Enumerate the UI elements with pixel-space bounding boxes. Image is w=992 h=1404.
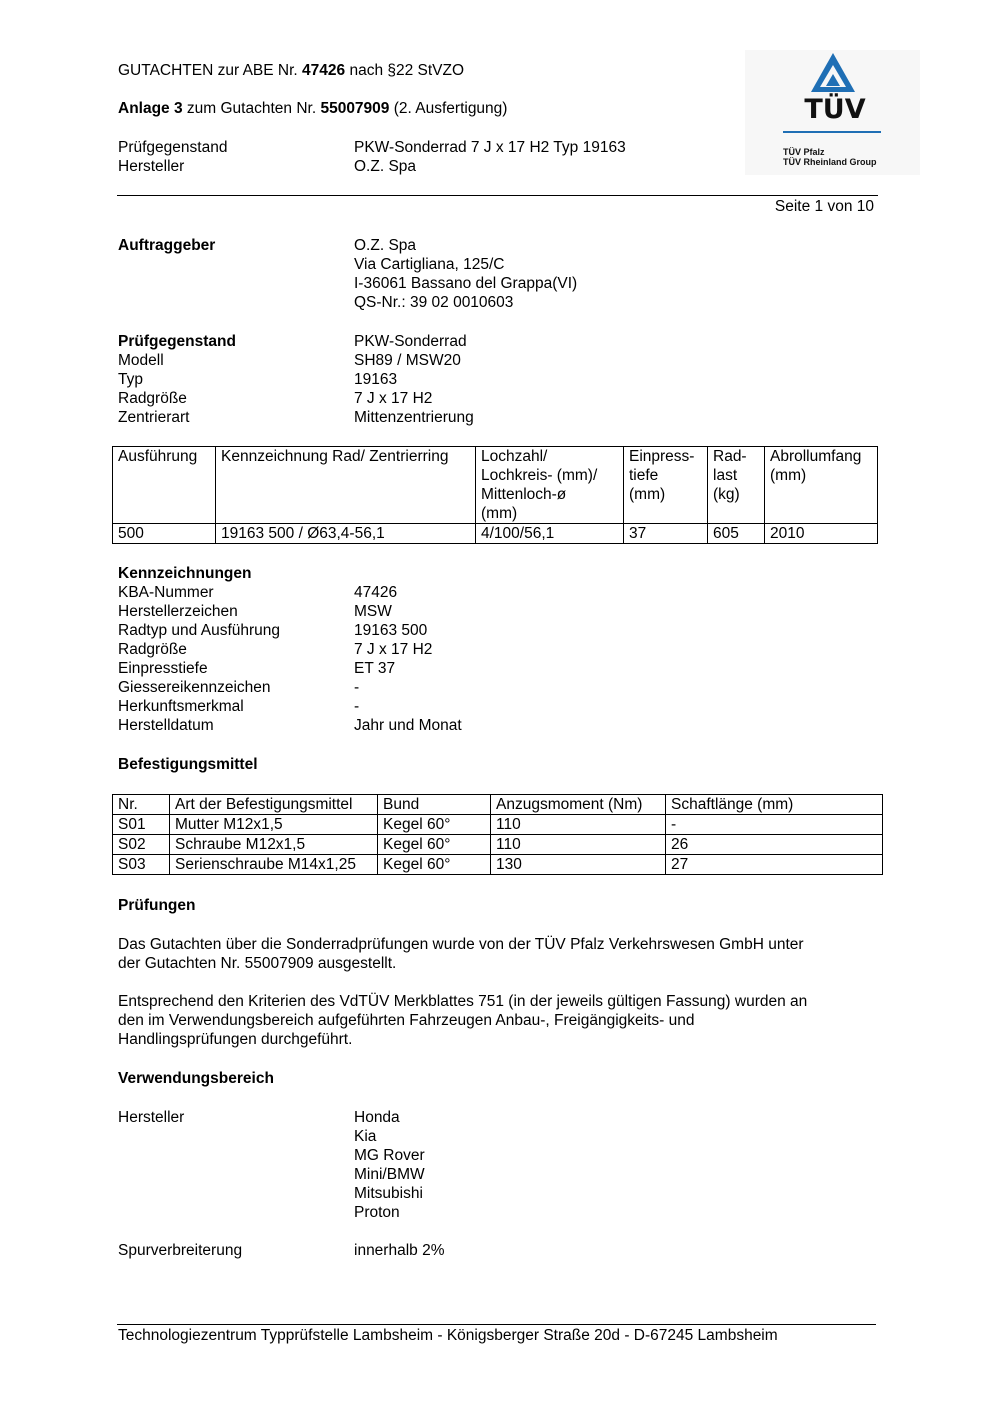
table-header-cell: Kennzeichnung Rad/ Zentrierring (216, 447, 476, 524)
table-cell: 37 (624, 524, 708, 544)
auftraggeber-label: Auftraggeber (118, 237, 216, 254)
table-header-cell: Rad- last (kg) (708, 447, 765, 524)
info-label: Zentrierart (118, 409, 190, 426)
info-label: Herstellerzeichen (118, 603, 238, 620)
info-row (118, 602, 878, 621)
info-value: 19163 (354, 371, 398, 388)
table-cell: 27 (666, 855, 883, 875)
table-cell: Schraube M12x1,5 (170, 835, 378, 855)
table-row (113, 524, 878, 544)
table-header-cell: Anzugsmoment (Nm) (491, 795, 666, 815)
table-header-cell: Ausführung (113, 447, 216, 524)
address-line: I-36061 Bassano del Grappa(VI) (354, 275, 578, 292)
list-item: Kia (354, 1128, 377, 1145)
paragraph-line: Handlingsprüfungen durchgeführt. (118, 1031, 353, 1048)
table-header-cell: Abrollumfang (mm) (765, 447, 878, 524)
paragraph-line: Entsprechend den Kriterien des VdTÜV Merkblattes 751 (in der jeweils gültigen Fassung) wurden an (118, 993, 808, 1010)
info-label: Herstelldatum (118, 717, 214, 734)
table-header-cell: Einpress- tiefe (mm) (624, 447, 708, 524)
list-item: Mitsubishi (354, 1185, 423, 1202)
annex-mid: zum Gutachten Nr. (182, 100, 321, 117)
info-row (118, 389, 878, 408)
verwendung-heading: Verwendungsbereich (118, 1070, 274, 1087)
logo-text: TÜV (804, 94, 866, 125)
info-value: PKW-Sonderrad (354, 333, 467, 350)
report-number: 55007909 (320, 100, 390, 117)
info-row (118, 351, 878, 370)
info-value: ET 37 (354, 660, 396, 677)
header-divider (117, 195, 878, 196)
list-item: Mini/BMW (354, 1166, 425, 1183)
table-cell: 605 (708, 524, 765, 544)
page-number: Seite 1 von 10 (774, 198, 874, 215)
document-title (118, 61, 464, 80)
table-cell: 110 (491, 815, 666, 835)
table-row (113, 835, 883, 855)
abe-number: 47426 (302, 62, 346, 79)
annex-number: Anlage 3 (118, 100, 183, 117)
info-label: Radgröße (118, 641, 187, 658)
kennzeichnungen-list (118, 583, 878, 735)
list-item: Proton (354, 1204, 400, 1221)
befestigung-heading: Befestigungsmittel (118, 756, 258, 773)
paragraph-line: den im Verwendungsbereich aufgeführten Fahrzeugen Anbau-, Freigängigkeits- und (118, 1012, 695, 1029)
info-value: - (354, 679, 360, 696)
paragraph-line: der Gutachten Nr. 55007909 ausgestellt. (118, 955, 397, 972)
table-cell: Kegel 60° (378, 835, 491, 855)
info-label: Herkunftsmerkmal (118, 698, 244, 715)
footer-address: Technologiezentrum Typprüfstelle Lambsheim - Königsberger Straße 20d - D-67245 Lambsheim (118, 1327, 778, 1344)
info-row (118, 659, 878, 678)
spur-value: innerhalb 2% (354, 1242, 445, 1259)
kennzeichnungen-heading: Kennzeichnungen (118, 565, 252, 582)
info-row (118, 408, 878, 427)
address-line: Via Cartigliana, 125/C (354, 256, 505, 273)
table-cell: 500 (113, 524, 216, 544)
info-value: 7 J x 17 H2 (354, 390, 433, 407)
footer-divider (117, 1324, 876, 1325)
table-header-cell: Nr. (113, 795, 170, 815)
annex-line (118, 99, 507, 118)
table-cell: Mutter M12x1,5 (170, 815, 378, 835)
info-label: Prüfgegenstand (118, 333, 236, 350)
info-value: MSW (354, 603, 392, 620)
hersteller-label: Hersteller (118, 1109, 185, 1126)
info-row (118, 621, 878, 640)
address-line: QS-Nr.: 39 02 0010603 (354, 294, 514, 311)
paragraph-line: Das Gutachten über die Sonderradprüfungen wurde von der TÜV Pfalz Verkehrswesen GmbH unter (118, 936, 804, 953)
table-header-cell: Lochzahl/ Lochkreis- (mm)/ Mittenloch-ø (mm) (476, 447, 624, 524)
table-row (113, 815, 883, 835)
info-row (118, 678, 878, 697)
table-cell: 26 (666, 835, 883, 855)
info-value: Mittenzentrierung (354, 409, 474, 426)
header-pruef-label: Prüfgegenstand (118, 139, 228, 156)
fastener-table (112, 794, 883, 875)
annex-suffix: (2. Ausfertigung) (389, 100, 508, 117)
info-label: Einpresstiefe (118, 660, 208, 677)
table-header-row (113, 447, 878, 524)
info-value: - (354, 698, 360, 715)
table-cell: S01 (113, 815, 170, 835)
list-item: MG Rover (354, 1147, 425, 1164)
list-item: Honda (354, 1109, 400, 1126)
info-value: Jahr und Monat (354, 717, 462, 734)
pruefungen-paragraph-1 (118, 935, 888, 973)
tuev-logo (745, 50, 920, 175)
wheel-spec-table (112, 446, 878, 544)
pruefgegenstand-section (118, 332, 878, 427)
info-label: Typ (118, 371, 143, 388)
info-label: Modell (118, 352, 164, 369)
auftraggeber-address (354, 236, 874, 312)
table-cell: Serienschraube M14x1,25 (170, 855, 378, 875)
info-row (118, 640, 878, 659)
table-cell: 110 (491, 835, 666, 855)
table-row (113, 855, 883, 875)
pruefungen-heading: Prüfungen (118, 897, 196, 914)
table-cell: S03 (113, 855, 170, 875)
logo-sub1: TÜV Pfalz (783, 147, 825, 157)
info-row (118, 716, 878, 735)
table-cell: Kegel 60° (378, 815, 491, 835)
info-value: 19163 500 (354, 622, 428, 639)
info-row (118, 583, 878, 602)
title-prefix: GUTACHTEN zur ABE Nr. (118, 62, 303, 79)
spur-label: Spurverbreiterung (118, 1242, 243, 1259)
table-cell: Kegel 60° (378, 855, 491, 875)
table-cell: 4/100/56,1 (476, 524, 624, 544)
table-header-row (113, 795, 883, 815)
info-label: KBA-Nummer (118, 584, 214, 601)
info-row (118, 332, 878, 351)
header-hersteller-label: Hersteller (118, 158, 185, 175)
info-label: Giessereikennzeichen (118, 679, 271, 696)
address-line: O.Z. Spa (354, 237, 417, 254)
info-label: Radgröße (118, 390, 187, 407)
title-suffix: nach §22 StVZO (345, 62, 465, 79)
info-label: Radtyp und Ausführung (118, 622, 281, 639)
pruefungen-paragraph-2 (118, 992, 888, 1049)
table-header-cell: Schaftlänge (mm) (666, 795, 883, 815)
info-value: 7 J x 17 H2 (354, 641, 433, 658)
table-header-cell: Bund (378, 795, 491, 815)
table-cell: 130 (491, 855, 666, 875)
header-hersteller-value: O.Z. Spa (354, 158, 417, 175)
info-value: SH89 / MSW20 (354, 352, 461, 369)
hersteller-list (354, 1108, 874, 1222)
table-cell: 2010 (765, 524, 878, 544)
logo-sub2: TÜV Rheinland Group (783, 157, 877, 167)
table-cell: - (666, 815, 883, 835)
table-cell: S02 (113, 835, 170, 855)
info-row (118, 370, 878, 389)
header-pruef-value: PKW-Sonderrad 7 J x 17 H2 Typ 19163 (354, 139, 626, 156)
info-row (118, 697, 878, 716)
table-header-cell: Art der Befestigungsmittel (170, 795, 378, 815)
info-value: 47426 (354, 584, 398, 601)
table-cell: 19163 500 / Ø63,4-56,1 (216, 524, 476, 544)
